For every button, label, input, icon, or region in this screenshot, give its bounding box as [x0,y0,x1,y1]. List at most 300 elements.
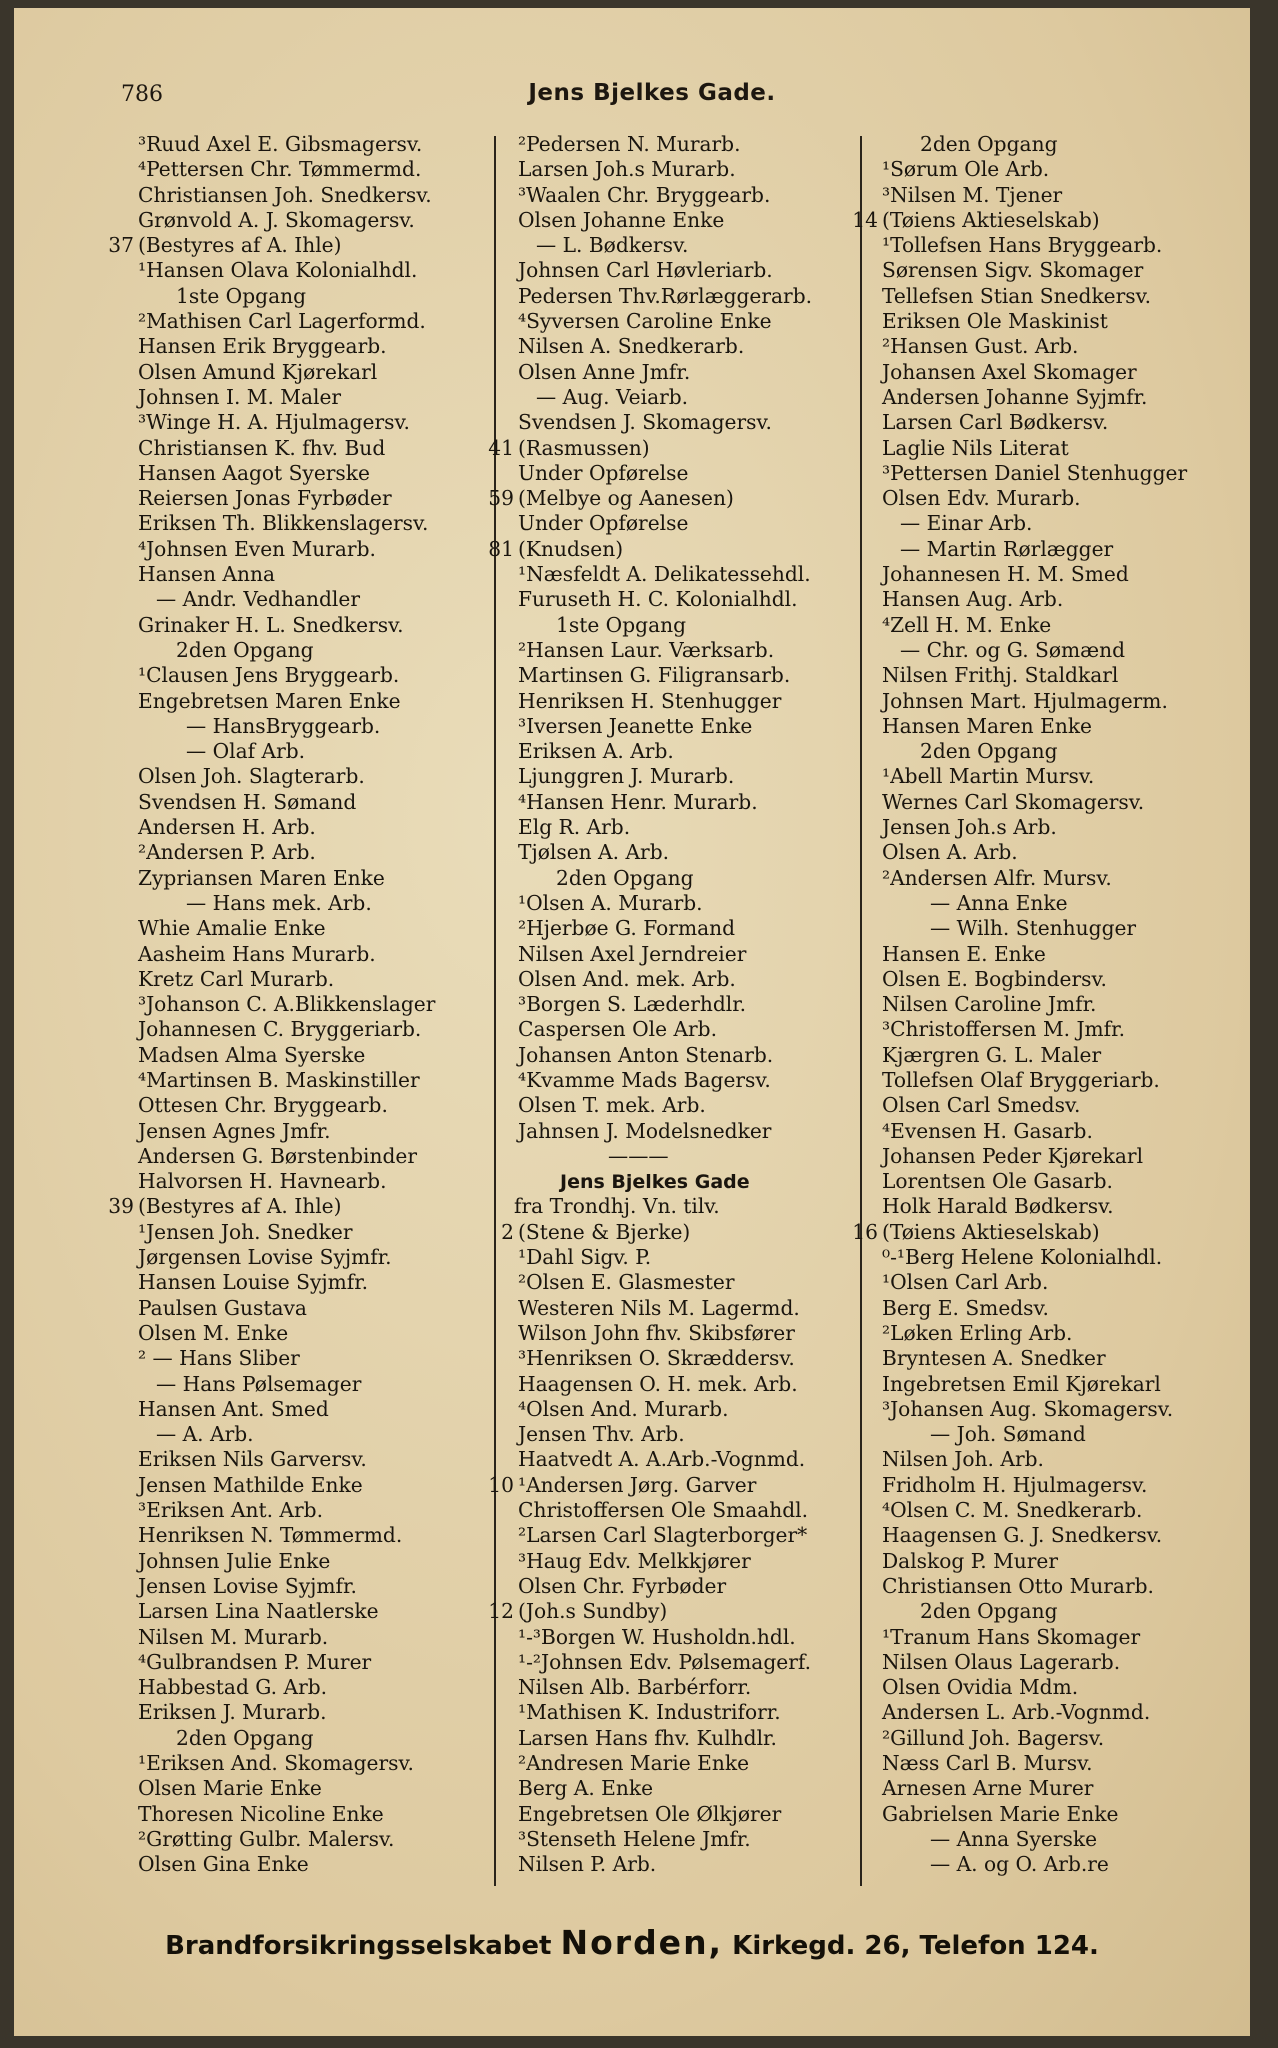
floor-heading [862,739,1232,764]
entry-text: Hansen Anna [138,562,275,587]
resident-entry [862,183,1232,208]
resident-entry [498,790,864,815]
resident-entry [118,1296,490,1321]
entry-text: Berg A. Enke [518,1776,654,1801]
entry-text: Olsen Amund Kjørekarl [138,359,378,384]
resident-entry [498,1726,864,1751]
resident-entry [498,916,864,941]
resident-entry [498,1852,864,1877]
entry-text: Kretz Carl Murarb. [138,966,335,991]
entry-text: ²Hjerbøe G. Formand [518,916,736,941]
entry-text: ²Hansen Laur. Værksarb. [518,637,775,662]
entry-text: — Martin Rørlægger [900,536,1114,561]
resident-entry [862,891,1232,916]
entry-text: Olsen T. mek. Arb. [518,1093,706,1118]
house-number: 16 [852,1219,878,1244]
entry-text: Jensen Joh.s Arb. [882,815,1057,840]
resident-entry [862,1447,1232,1472]
resident-entry [862,790,1232,815]
entry-text: Larsen Carl Bødkersv. [882,410,1109,435]
entry-text: Johannesen C. Bryggeriarb. [138,1017,422,1042]
column-3 [852,132,1232,1877]
resident-entry [862,1372,1232,1397]
resident-entry [118,1675,490,1700]
entry-text: ¹Tranum Hans Skomager [882,1624,1141,1649]
entry-text: Christiansen K. fhv. Bud [138,435,386,460]
entry-text: Johnsen Carl Høvleriarb. [518,258,773,283]
entry-text: Hansen Ant. Smed [138,1396,329,1421]
entry-text: Olsen And. mek. Arb. [518,966,736,991]
resident-entry [498,1625,864,1650]
resident-entry [498,815,864,840]
entry-text: 2den Opgang [920,1599,1058,1624]
entry-text: Olsen Johanne Enke [518,207,725,232]
resident-entry [498,840,864,865]
entry-text: (Joh.s Sundby) [518,1599,668,1624]
resident-entry [498,1296,864,1321]
entry-text: Larsen Joh.s Murarb. [518,157,736,182]
resident-entry [118,1776,490,1801]
entry-text: Haatvedt A. A.Arb.-Vognmd. [518,1447,806,1472]
entry-text: Ottesen Chr. Bryggearb. [138,1093,388,1118]
running-head: Jens Bjelkes Gade. [528,80,776,106]
resident-entry [118,1422,490,1447]
resident-entry [862,1397,1232,1422]
resident-entry [862,1751,1232,1776]
entry-text: Tollefsen Olaf Bryggeriarb. [882,1067,1160,1092]
resident-entry [862,1093,1232,1118]
entry-text: Hansen Aagot Syerske [138,460,370,485]
entry-text: Martinsen G. Filigransarb. [518,663,791,688]
entry-text: ²Hansen Gust. Arb. [882,334,1079,359]
entry-text: Eriksen J. Murarb. [138,1700,327,1725]
entry-text: Nilsen Olaus Lagerarb. [882,1649,1121,1674]
entry-text: Olsen Carl Smedsv. [882,1093,1081,1118]
entry-text: ¹Mathisen K. Industriforr. [518,1700,781,1725]
house-number-entry [488,486,864,511]
resident-entry [498,1802,864,1827]
resident-entry [118,1574,490,1599]
resident-entry [862,1827,1232,1852]
column-2 [488,132,864,1877]
entry-text: ²Mathisen Carl Lagerformd. [138,309,426,334]
house-number: 37 [108,233,134,258]
entry-text: ²Grøtting Gulbr. Malersv. [138,1826,395,1851]
entry-text: — Anna Syerske [930,1826,1098,1851]
entry-text: ²Pedersen N. Murarb. [518,132,741,156]
page-header [14,78,1250,118]
house-number: 14 [852,207,878,232]
resident-entry [118,258,490,283]
entry-text: Olsen A. Arb. [882,840,1018,865]
entry-text: Furuseth H. C. Kolonialhdl. [518,587,798,612]
entry-text: Hansen Maren Enke [882,713,1093,738]
resident-entry [862,486,1232,511]
entry-text: Under Opførelse [518,460,689,485]
house-number: 10 [488,1472,514,1497]
entry-text: Wilson John fhv. Skibsfører [518,1320,795,1345]
house-number-entry [488,536,864,562]
entry-text: — Anna Enke [930,890,1068,915]
entry-text: ²Larsen Carl Slagterborger* [518,1523,808,1548]
entry-text: ³Iversen Jeanette Enke [518,713,753,738]
house-number: 81 [488,536,514,561]
resident-entry [118,739,490,764]
resident-entry [118,992,490,1017]
resident-entry [498,157,864,182]
house-number-entry [488,1472,864,1498]
entry-text: ²Andersen P. Arb. [138,840,316,865]
entry-text: ⁴Pettersen Chr. Tømmermd. [138,157,422,182]
house-number-entry [488,435,864,461]
resident-entry [498,1270,864,1295]
entry-text: ¹Olsen A. Murarb. [518,890,703,915]
resident-entry [862,360,1232,385]
resident-entry [498,233,864,258]
resident-entry [118,385,490,410]
entry-text: Bryntesen A. Snedker [882,1346,1106,1371]
resident-entry [862,461,1232,486]
resident-entry [118,613,490,638]
entry-text: Jens Bjelkes Gade [560,1171,750,1194]
resident-entry [118,790,490,815]
entry-text: ² — Hans Sliber [138,1346,300,1371]
entry-text: ¹-²Johnsen Edv. Pølsemagerf. [518,1649,812,1674]
entry-text: Olsen Joh. Slagterarb. [138,764,365,789]
resident-entry [118,1119,490,1144]
entry-text: Andersen H. Arb. [138,815,316,840]
entry-text: (Rasmussen) [518,435,650,460]
house-number: 41 [488,435,514,460]
entry-text: Nilsen Caroline Jmfr. [882,992,1097,1017]
advertisement-footer [14,1923,1250,1962]
resident-entry [862,1726,1232,1751]
resident-entry [118,208,490,233]
entry-text: Andersen G. Børstenbinder [138,1143,418,1168]
entry-text: ¹Clausen Jens Bryggearb. [138,663,400,688]
entry-text: Engebretsen Maren Enke [138,688,401,713]
entry-text: ¹Tollefsen Hans Bryggearb. [882,233,1163,258]
resident-entry [498,1523,864,1548]
resident-entry [862,1650,1232,1675]
page-number: 786 [121,82,163,107]
entry-text: Ingebretsen Emil Kjørekarl [882,1371,1161,1396]
footer-address: Kirkegd. 26, Telefon 124. [732,1931,1099,1961]
entry-text: ⁴Olsen And. Murarb. [518,1396,729,1421]
entry-text: 2den Opgang [556,865,694,890]
entry-text: (Tøiens Aktieselskab) [882,1219,1100,1244]
entry-text: Jensen Agnes Jmfr. [138,1118,331,1143]
entry-text: ⁴Olsen C. M. Snedkerarb. [882,1498,1143,1523]
entry-text: ³Haug Edv. Melkkjører [518,1548,751,1573]
entry-text: fra Trondhj. Vn. tilv. [514,1194,720,1219]
entry-text: ¹Sørum Ole Arb. [882,157,1050,182]
resident-entry [118,840,490,865]
resident-entry [498,1245,864,1270]
entry-text: Næss Carl B. Mursv. [882,1751,1093,1775]
entry-text: — L. Bødkersv. [536,233,689,258]
entry-text: ³Waalen Chr. Bryggearb. [518,182,771,207]
entry-text: Olsen Ovidia Mdm. [882,1675,1079,1700]
resident-entry [118,1473,490,1498]
resident-entry [498,1321,864,1346]
resident-entry [118,486,490,511]
resident-entry [862,233,1232,258]
resident-entry [498,1194,864,1219]
entry-text: ⁴Johnsen Even Murarb. [138,536,376,561]
entry-text: Andersen L. Arb.-Vognmd. [882,1700,1151,1725]
resident-entry [498,587,864,612]
resident-entry [862,1043,1232,1068]
resident-entry [862,714,1232,739]
entry-text: Olsen Edv. Murarb. [882,486,1081,511]
floor-heading [862,132,1232,157]
resident-entry [498,689,864,714]
entry-text: — Aug. Veiarb. [536,384,689,409]
entry-text: ⁴Kvamme Mads Bagersv. [518,1067,771,1092]
resident-entry [498,714,864,739]
entry-text: ³Stenseth Helene Jmfr. [518,1826,751,1851]
resident-entry [498,1068,864,1093]
entry-text: (Tøiens Aktieselskab) [882,207,1100,232]
entry-text: ¹Jensen Joh. Snedker [138,1219,353,1244]
resident-entry [498,1093,864,1118]
resident-entry [862,562,1232,587]
entry-text: Nilsen Joh. Arb. [882,1447,1044,1472]
entry-text: Olsen Chr. Fyrbøder [518,1573,727,1598]
entry-text: Johnsen Mart. Hjulmagerm. [882,688,1168,713]
resident-entry [498,1498,864,1523]
entry-text: Arnesen Arne Murer [882,1776,1094,1801]
resident-entry [862,157,1232,182]
resident-entry [498,1346,864,1371]
resident-entry [118,1625,490,1650]
entry-text: Jensen Lovise Syjmfr. [138,1573,357,1598]
entry-text: Haagensen G. J. Snedkersv. [882,1523,1163,1548]
entry-text: Sørensen Sigv. Skomager [882,258,1144,283]
resident-entry [498,1827,864,1852]
entry-text: ⁴Martinsen B. Maskinstiller [138,1067,420,1092]
entry-text: ¹Eriksen And. Skomagersv. [138,1751,414,1775]
entry-text: Laglie Nils Literat [882,435,1069,460]
entry-text: ³Pettersen Daniel Stenhugger [882,460,1188,485]
resident-entry [118,562,490,587]
resident-entry [118,1549,490,1574]
resident-entry [498,739,864,764]
resident-entry [118,1169,490,1194]
entry-text: — A. og O. Arb.re [930,1852,1109,1877]
entry-text: Grinaker H. L. Snedkersv. [138,612,404,637]
resident-entry [862,410,1232,435]
resident-entry [862,1144,1232,1169]
resident-entry [118,132,490,157]
resident-entry [118,1068,490,1093]
resident-entry [118,1245,490,1270]
entry-text: 1ste Opgang [556,612,687,637]
resident-entry [498,1776,864,1801]
entry-text: ²Olsen E. Glasmester [518,1270,735,1295]
resident-entry [862,1776,1232,1801]
entry-text: Olsen M. Enke [138,1320,289,1345]
house-number: 59 [488,486,514,511]
resident-entry [118,1397,490,1422]
entry-text: Hansen Louise Syjmfr. [138,1270,369,1295]
resident-entry [862,1498,1232,1523]
house-number-entry [108,1194,490,1219]
resident-entry [118,967,490,992]
resident-entry [498,663,864,688]
resident-entry [498,208,864,233]
resident-entry [862,1473,1232,1498]
house-number-entry [852,207,1232,233]
resident-entry [862,334,1232,359]
resident-entry [498,461,864,486]
resident-entry [118,1498,490,1523]
resident-entry [498,1574,864,1599]
floor-heading [118,638,490,663]
entry-text: Eriksen A. Arb. [518,739,674,764]
entry-text: Christiansen Joh. Snedkersv. [138,182,432,207]
entry-text: Engebretsen Ole Ølkjører [518,1801,782,1826]
entry-text: Johansen Peder Kjørekarl [882,1143,1144,1168]
resident-entry [498,967,864,992]
resident-entry [862,1194,1232,1219]
entry-text: Christoffersen Ole Smaahdl. [518,1498,809,1523]
resident-entry [862,689,1232,714]
resident-entry [118,1523,490,1548]
resident-entry [862,1245,1232,1270]
resident-entry [118,1447,490,1472]
resident-entry [118,1852,490,1877]
resident-entry [498,1119,864,1144]
entry-text: Wernes Carl Skomagersv. [882,789,1145,814]
entry-text: (Bestyres af A. Ihle) [138,1194,342,1219]
entry-text: Henriksen N. Tømmermd. [138,1523,403,1548]
entry-text: Aasheim Hans Murarb. [138,941,376,966]
entry-text: Dalskog P. Murer [882,1548,1059,1573]
resident-entry [498,1447,864,1472]
entry-text: Caspersen Ole Arb. [518,1017,718,1042]
entry-text: Lorentsen Ole Gasarb. [882,1169,1113,1194]
entry-text: Zypriansen Maren Enke [138,865,385,890]
entry-text: ³Henriksen O. Skræddersv. [518,1346,795,1371]
entry-text: Gabrielsen Marie Enke [882,1801,1119,1826]
resident-entry [118,815,490,840]
entry-text: (Knudsen) [518,536,624,561]
resident-entry [118,1372,490,1397]
entry-text: Svendsen H. Sømand [138,789,357,814]
entry-text: ⁴Evensen H. Gasarb. [882,1118,1093,1143]
resident-entry [862,1802,1232,1827]
resident-entry [498,1751,864,1776]
entry-text: ¹Olsen Carl Arb. [882,1270,1049,1295]
entry-text: 2den Opgang [176,637,314,662]
entry-text: Nilsen A. Snedkerarb. [518,334,745,359]
entry-text: — A. Arb. [156,1422,254,1447]
house-number-entry [108,233,490,258]
resident-entry [118,511,490,536]
entry-text: Haagensen O. H. mek. Arb. [518,1371,798,1396]
resident-entry [118,866,490,891]
resident-entry [862,1068,1232,1093]
street-heading [498,1169,864,1194]
resident-entry [118,1700,490,1725]
resident-entry [118,714,490,739]
resident-entry [498,132,864,157]
entry-text: Nilsen Axel Jerndreier [518,941,747,966]
resident-entry [118,1093,490,1118]
entry-text: 1ste Opgang [176,283,307,308]
entry-text: — Hans mek. Arb. [186,890,372,915]
resident-entry [118,1802,490,1827]
entry-text: Hansen Erik Bryggearb. [138,334,387,359]
resident-entry [862,1321,1232,1346]
resident-entry [118,309,490,334]
entry-text: ³Nilsen M. Tjener [882,182,1063,207]
resident-entry [498,891,864,916]
resident-entry [862,385,1232,410]
entry-text: Jensen Mathilde Enke [138,1472,363,1497]
resident-entry [118,1270,490,1295]
entry-text: ¹Næsfeldt A. Delikatessehdl. [518,562,811,587]
column-1 [108,132,490,1877]
entry-text: ——— [608,1143,669,1168]
entry-text: Madsen Alma Syerske [138,1042,366,1067]
entry-text: Eriksen Th. Blikkenslagersv. [138,511,429,536]
entry-text: ⁴Hansen Henr. Murarb. [518,789,758,814]
entry-text: ¹Abell Martin Mursv. [882,764,1095,789]
resident-entry [862,1675,1232,1700]
house-number: 12 [488,1599,514,1624]
directory-page [14,8,1250,2036]
entry-text: ¹Andersen Jørg. Garver [518,1472,757,1497]
resident-entry [118,1650,490,1675]
entry-text: (Stene & Bjerke) [518,1219,691,1244]
entry-text: Paulsen Gustava [138,1295,307,1320]
entry-text: Fridholm H. Hjulmagersv. [882,1472,1148,1497]
entry-text: Whie Amalie Enke [138,916,326,941]
entry-text: ²Løken Erling Arb. [882,1320,1073,1345]
resident-entry [118,689,490,714]
entry-text: — Olaf Arb. [186,739,306,764]
entry-text: Johnsen I. M. Maler [138,384,342,409]
house-number: 39 [108,1194,134,1219]
resident-entry [862,638,1232,663]
house-number-entry [488,1599,864,1624]
resident-entry [498,1549,864,1574]
entry-text: Westeren Nils M. Lagermd. [518,1295,800,1320]
resident-entry [118,1144,490,1169]
resident-entry [862,309,1232,334]
resident-entry [862,1270,1232,1295]
entry-text: Henriksen H. Stenhugger [518,688,782,713]
resident-entry [862,1549,1232,1574]
entry-text: (Melbye og Aanesen) [518,486,734,511]
floor-heading [498,866,864,891]
resident-entry [118,587,490,612]
entry-text: Under Opførelse [518,511,689,536]
resident-entry [498,385,864,410]
entry-text: Jensen Thv. Arb. [518,1422,685,1447]
entry-text: — HansBryggearb. [186,713,381,738]
entry-text: Hansen Aug. Arb. [882,587,1064,612]
entry-text: — Hans Pølsemager [156,1371,362,1396]
resident-entry [862,258,1232,283]
entry-text: ¹-³Borgen W. Husholdn.hdl. [518,1624,796,1649]
resident-entry [862,967,1232,992]
resident-entry [118,183,490,208]
entry-text: — Chr. og G. Sømænd [900,637,1126,662]
